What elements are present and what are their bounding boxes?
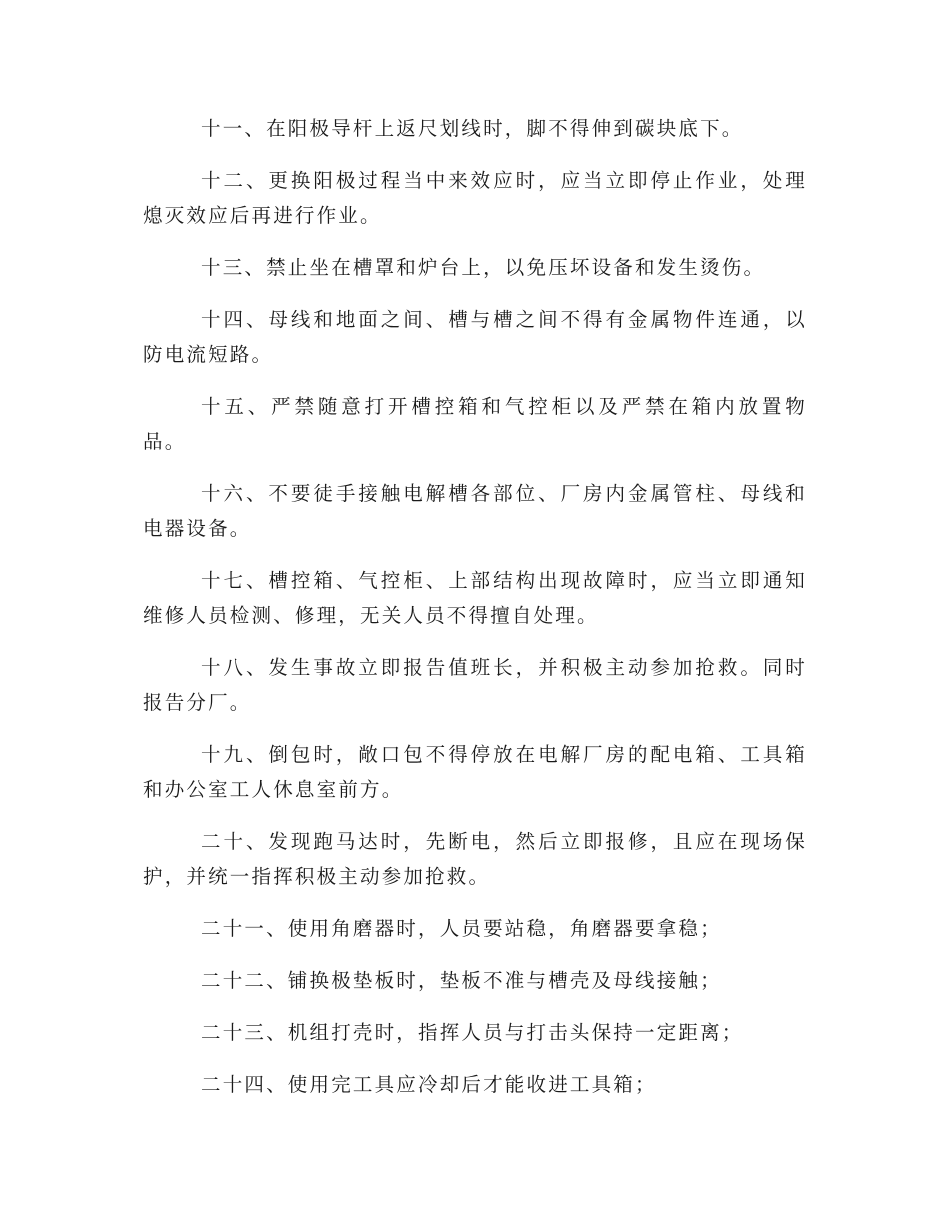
paragraph-20: 二十、发现跑马达时，先断电，然后立即报修，且应在现场保护，并统一指挥积极主动参加抢救。 [143,830,807,888]
paragraph-15: 十五、严禁随意打开槽控箱和气控柜以及严禁在箱内放置物品。 [143,395,807,453]
paragraph-23: 二十三、机组打壳时，指挥人员与打击头保持一定距离； [201,1021,744,1044]
document-body [143,111,807,1102]
paragraph-14: 十四、母线和地面之间、槽与槽之间不得有金属物件连通，以防电流短路。 [143,308,807,366]
paragraph-22: 二十二、铺换极垫板时，垫板不准与槽壳及母线接触； [201,969,722,992]
paragraph-13: 十三、禁止坐在槽罩和炉台上，以免压坏设备和发生烫伤。 [201,256,766,279]
paragraph-24: 二十四、使用完工具应冷却后才能收进工具箱； [201,1073,657,1096]
paragraph-16: 十六、不要徒手接触电解槽各部位、厂房内金属管柱、母线和电器设备。 [143,482,807,540]
paragraph-19: 十九、倒包时，敞口包不得停放在电解厂房的配电箱、工具箱和办公室工人休息室前方。 [143,743,807,801]
paragraph-12: 十二、更换阳极过程当中来效应时，应当立即停止作业，处理熄灭效应后再进行作业。 [143,169,807,227]
paragraph-11: 十一、在阳极导杆上返尺划线时，脚不得伸到碳块底下。 [201,117,744,140]
paragraph-17: 十七、槽控箱、气控柜、上部结构出现故障时，应当立即通知维修人员检测、修理，无关人员不得擅自处理。 [143,569,807,627]
paragraph-21: 二十一、使用角磨器时，人员要站稳，角磨器要拿稳； [201,917,722,940]
paragraph-18: 十八、发生事故立即报告值班长，并积极主动参加抢救。同时报告分厂。 [143,656,807,714]
